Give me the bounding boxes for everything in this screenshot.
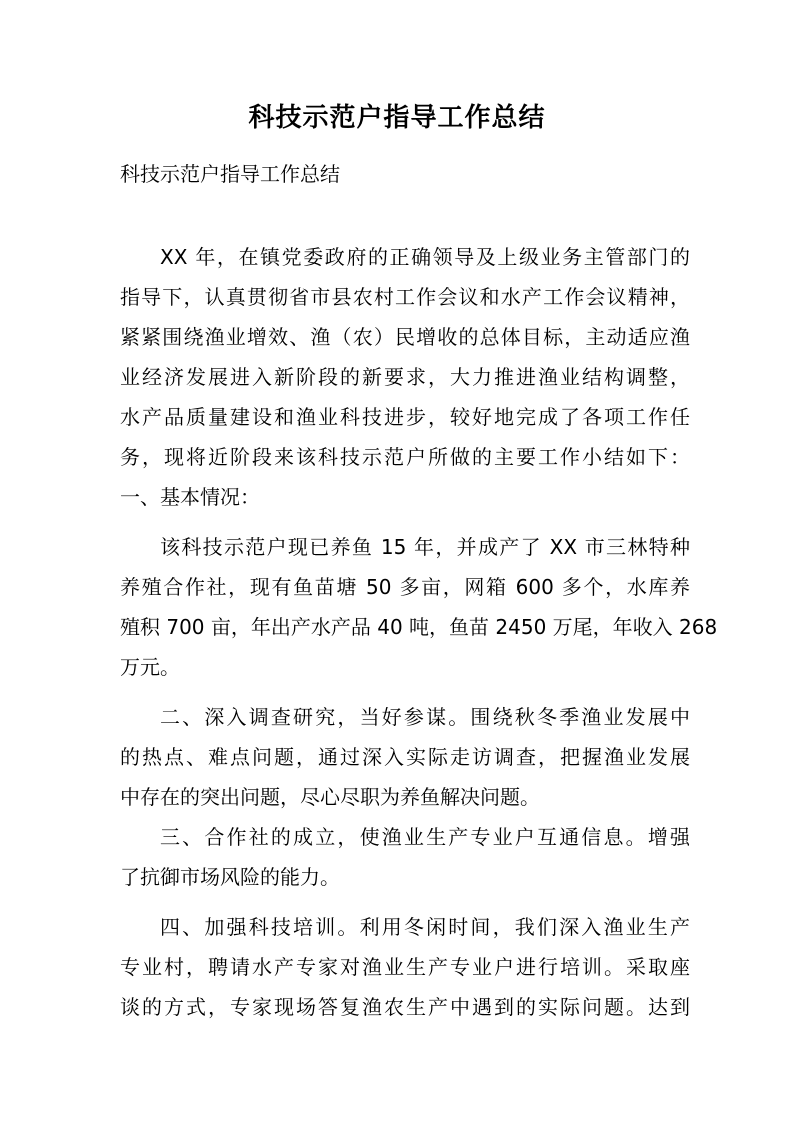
body-line: 了抗御市场风险的能力。 [120, 865, 340, 889]
body-line: 中存在的突出问题，尽心尽职为养鱼解决问题。 [120, 785, 540, 809]
body-line: 殖积 700 亩，年出产水产品 40 吨，鱼苗 2450 万尾，年收入 268 [120, 615, 718, 639]
body-line: 四、加强科技培训。利用冬闲时间，我们深入渔业生产 [160, 915, 690, 939]
body-line: 的热点、难点问题，通过深入实际走访调查，把握渔业发展 [120, 745, 690, 769]
section-heading: 一、基本情况： [120, 485, 260, 509]
body-line: 二、深入调查研究，当好参谋。围绕秋冬季渔业发展中 [160, 705, 690, 729]
body-line: 三、合作社的成立，使渔业生产专业户互通信息。增强 [160, 825, 690, 849]
body-line: 业经济发展进入新阶段的新要求，大力推进渔业结构调整， [120, 365, 690, 389]
body-line: XX 年，在镇党委政府的正确领导及上级业务主管部门的 [160, 245, 690, 269]
body-line: 水产品质量建设和渔业科技进步，较好地完成了各项工作任 [120, 405, 690, 429]
body-line: 谈的方式，专家现场答复渔农生产中遇到的实际问题。达到 [120, 995, 690, 1019]
body-line: 务，现将近阶段来该科技示范户所做的主要工作小结如下： [120, 445, 690, 469]
body-line: 紧紧围绕渔业增效、渔（农）民增收的总体目标，主动适应渔 [120, 325, 690, 349]
body-line: 专业村，聘请水产专家对渔业生产专业户进行培训。采取座 [120, 955, 690, 979]
document-subtitle: 科技示范户指导工作总结 [120, 162, 340, 186]
body-line: 养殖合作社，现有鱼苗塘 50 多亩，网箱 600 多个，水库养 [120, 575, 690, 599]
body-line: 指导下，认真贯彻省市县农村工作会议和水产工作会议精神， [120, 285, 690, 309]
body-line: 万元。 [120, 655, 180, 679]
document-title: 科技示范户指导工作总结 [248, 103, 546, 133]
body-line: 该科技示范户现已养鱼 15 年，并成产了 XX 市三林特种 [160, 535, 690, 559]
